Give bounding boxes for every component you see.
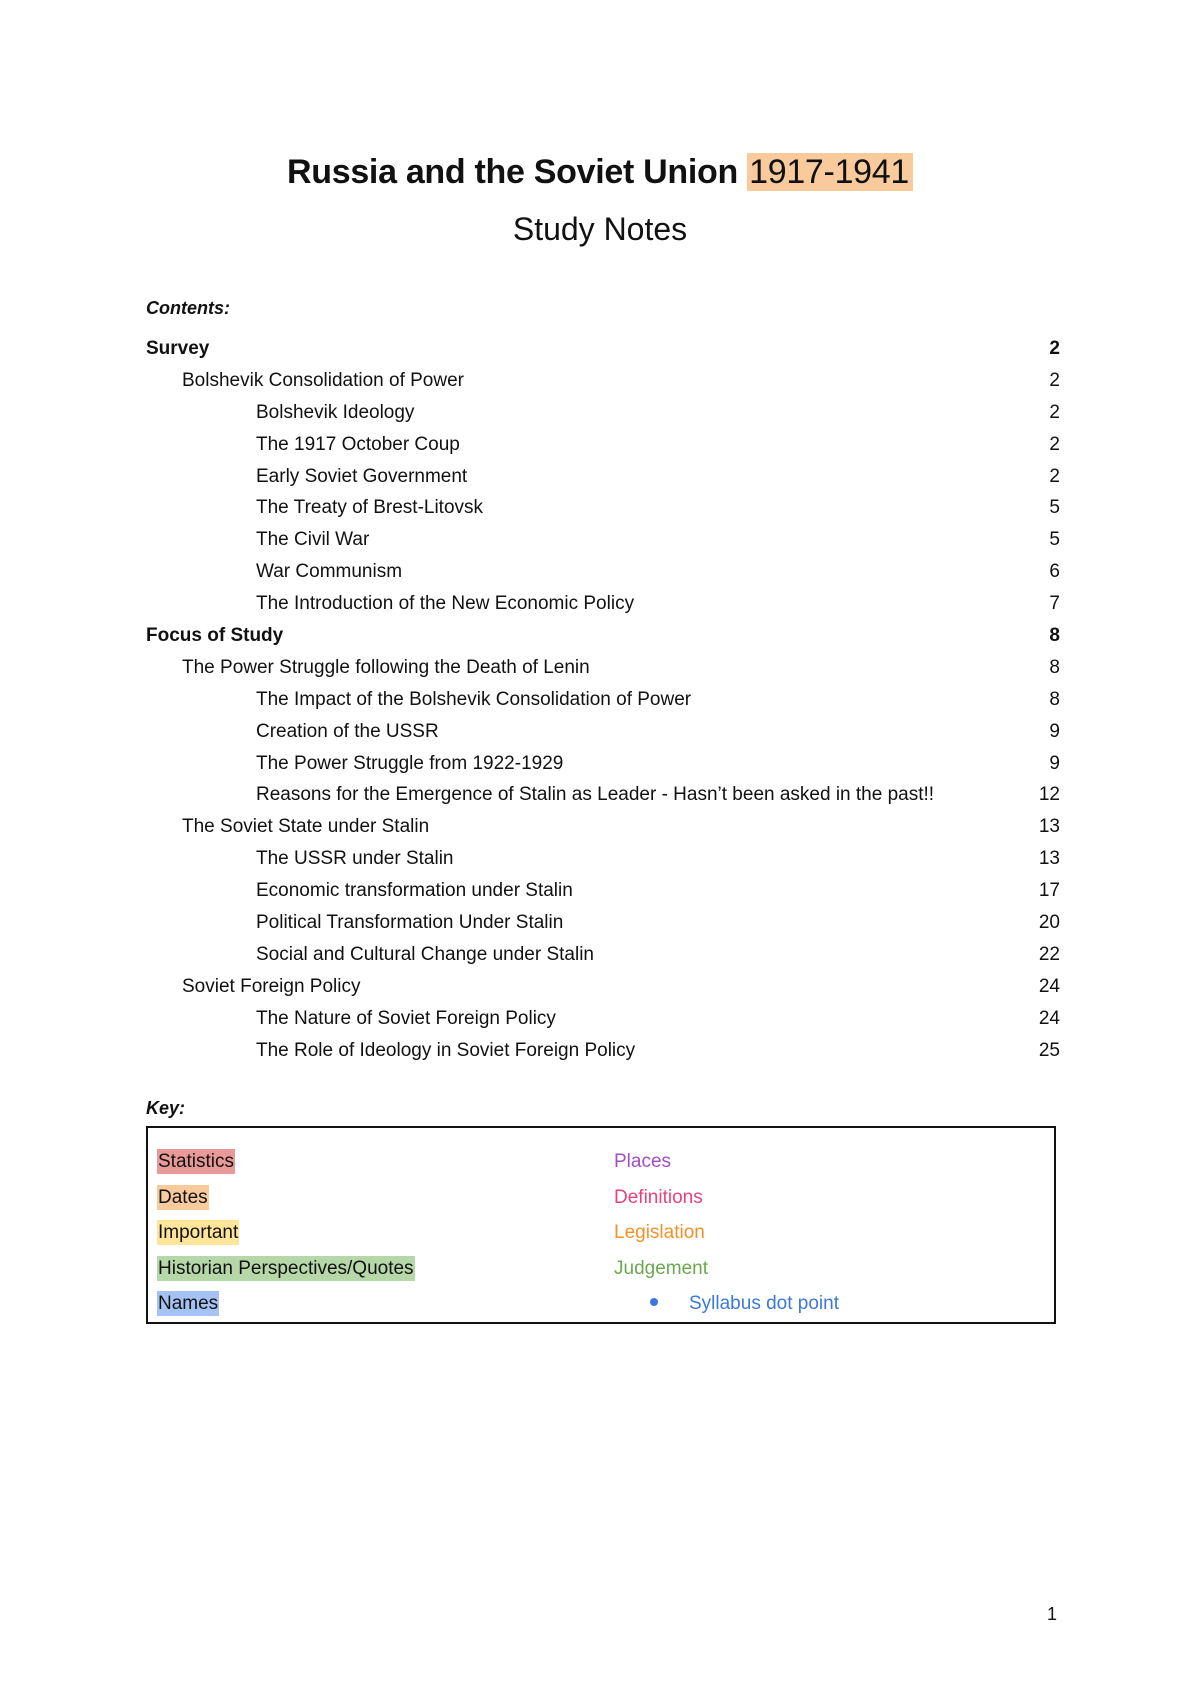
key-highlight-item <box>157 1251 415 1287</box>
toc-entry[interactable] <box>146 588 1060 620</box>
key-text-color-label: Places <box>614 1151 672 1172</box>
toc-entry-page: 6 <box>1049 561 1060 583</box>
key-highlight-label: Names <box>158 1293 219 1314</box>
toc-entry-page: 2 <box>1049 401 1060 423</box>
document-subtitle: Study Notes <box>512 211 688 247</box>
key-highlight-label: Statistics <box>158 1151 235 1172</box>
toc-entry-page: 24 <box>1038 975 1060 997</box>
toc-entry-title: The Treaty of Brest-Litovsk <box>256 497 484 519</box>
toc-entry[interactable] <box>146 939 1060 971</box>
toc-entry-page: 9 <box>1049 720 1060 742</box>
table-of-contents <box>146 333 1060 1066</box>
toc-entry-page: 13 <box>1038 816 1060 838</box>
toc-entry-title: The Role of Ideology in Soviet Foreign Policy <box>256 1039 636 1061</box>
toc-entry[interactable] <box>146 397 1060 429</box>
toc-entry[interactable] <box>146 907 1060 939</box>
document-title <box>0 150 1200 194</box>
toc-entry-title: The Nature of Soviet Foreign Policy <box>256 1007 556 1029</box>
key-text-color-label: Judgement <box>614 1257 709 1279</box>
key-text-color-label: Syllabus dot point <box>689 1293 839 1314</box>
toc-entry[interactable] <box>146 429 1060 461</box>
title-main-text: Russia and the Soviet Union <box>286 153 748 191</box>
toc-entry[interactable] <box>146 365 1060 397</box>
toc-entry[interactable] <box>146 971 1060 1003</box>
toc-entry-title: Survey <box>146 338 210 359</box>
toc-entry-page: 13 <box>1038 848 1060 870</box>
toc-entry-title: The Power Struggle from 1922-1929 <box>256 752 564 774</box>
toc-entry[interactable] <box>146 524 1060 556</box>
toc-entry[interactable] <box>146 843 1060 875</box>
toc-entry-page: 17 <box>1038 880 1060 902</box>
key-highlight-label: Dates <box>158 1186 208 1208</box>
toc-entry-title: Soviet Foreign Policy <box>182 975 361 997</box>
page-number: 1 <box>1046 1604 1057 1624</box>
toc-entry-title: Bolshevik Consolidation of Power <box>182 369 464 391</box>
toc-entry[interactable] <box>146 1035 1060 1067</box>
key-text-color-column <box>613 1144 840 1322</box>
toc-entry[interactable] <box>146 652 1060 684</box>
toc-entry[interactable] <box>146 716 1060 748</box>
toc-entry-page: 20 <box>1038 912 1060 934</box>
key-text-color-item <box>613 1144 840 1180</box>
key-heading: Key: <box>146 1098 186 1118</box>
key-text-color-item <box>613 1251 840 1287</box>
toc-entry[interactable] <box>146 333 1060 365</box>
toc-entry[interactable] <box>146 1003 1060 1035</box>
toc-entry[interactable] <box>146 748 1060 780</box>
toc-entry[interactable] <box>146 875 1060 907</box>
toc-entry-page: 2 <box>1049 369 1060 391</box>
toc-entry-title: The Soviet State under Stalin <box>182 816 430 838</box>
toc-entry-page: 5 <box>1049 529 1060 551</box>
toc-entry-page: 8 <box>1049 625 1060 647</box>
bullet-dot-icon <box>650 1298 658 1306</box>
toc-entry-title: Reasons for the Emergence of Stalin as Leader - Hasn’t been asked in the past!! <box>256 784 935 806</box>
toc-entry-title: Early Soviet Government <box>256 465 468 487</box>
toc-entry-page: 2 <box>1049 465 1060 487</box>
toc-entry-title: The Power Struggle following the Death of Lenin <box>182 656 590 678</box>
toc-entry-title: The Civil War <box>256 529 370 551</box>
toc-entry-title: Political Transformation Under Stalin <box>256 912 564 934</box>
toc-entry-page: 8 <box>1049 688 1060 710</box>
toc-entry[interactable] <box>146 811 1060 843</box>
key-highlight-item <box>157 1215 415 1251</box>
toc-entry-page: 25 <box>1038 1039 1060 1061</box>
toc-entry[interactable] <box>146 620 1060 652</box>
toc-entry-title: Economic transformation under Stalin <box>256 880 573 902</box>
toc-entry-page: 12 <box>1038 784 1060 806</box>
key-text-color-label: Legislation <box>614 1222 705 1243</box>
key-highlight-item <box>157 1144 415 1180</box>
key-text-color-item <box>613 1286 840 1322</box>
toc-entry-title: Creation of the USSR <box>256 720 439 742</box>
key-legend-box <box>146 1126 1056 1324</box>
key-text-color-item <box>613 1180 840 1216</box>
toc-entry-title: Bolshevik Ideology <box>256 401 415 423</box>
toc-entry[interactable] <box>146 684 1060 716</box>
toc-entry-page: 9 <box>1049 752 1060 774</box>
toc-entry-title: The USSR under Stalin <box>256 848 454 870</box>
toc-entry[interactable] <box>146 461 1060 493</box>
toc-entry-page: 2 <box>1049 338 1060 359</box>
toc-entry-title: War Communism <box>256 561 403 583</box>
key-text-color-item <box>613 1215 840 1251</box>
title-dates-highlight: 1917-1941 <box>747 153 913 191</box>
toc-entry[interactable] <box>146 779 1060 811</box>
toc-entry-page: 2 <box>1049 433 1060 455</box>
toc-entry-title: Social and Cultural Change under Stalin <box>256 943 594 965</box>
key-highlight-label: Important <box>158 1222 239 1243</box>
key-highlight-item <box>157 1286 415 1322</box>
toc-entry-title: Focus of Study <box>146 625 284 647</box>
toc-entry-page: 8 <box>1049 656 1060 678</box>
toc-entry-title: The Introduction of the New Economic Policy <box>256 593 635 615</box>
toc-entry-title: The 1917 October Coup <box>256 433 460 455</box>
toc-entry-page: 24 <box>1038 1007 1060 1029</box>
toc-entry-page: 7 <box>1049 593 1060 615</box>
contents-heading: Contents: <box>146 298 230 318</box>
key-highlight-column <box>157 1144 415 1322</box>
toc-entry-title: The Impact of the Bolshevik Consolidation of Power <box>256 688 692 710</box>
toc-entry-page: 5 <box>1049 497 1060 519</box>
toc-entry[interactable] <box>146 492 1060 524</box>
toc-entry[interactable] <box>146 556 1060 588</box>
key-text-color-label: Definitions <box>614 1186 703 1208</box>
key-highlight-label: Historian Perspectives/Quotes <box>158 1257 414 1279</box>
key-highlight-item <box>157 1180 415 1216</box>
toc-entry-page: 22 <box>1038 943 1060 965</box>
